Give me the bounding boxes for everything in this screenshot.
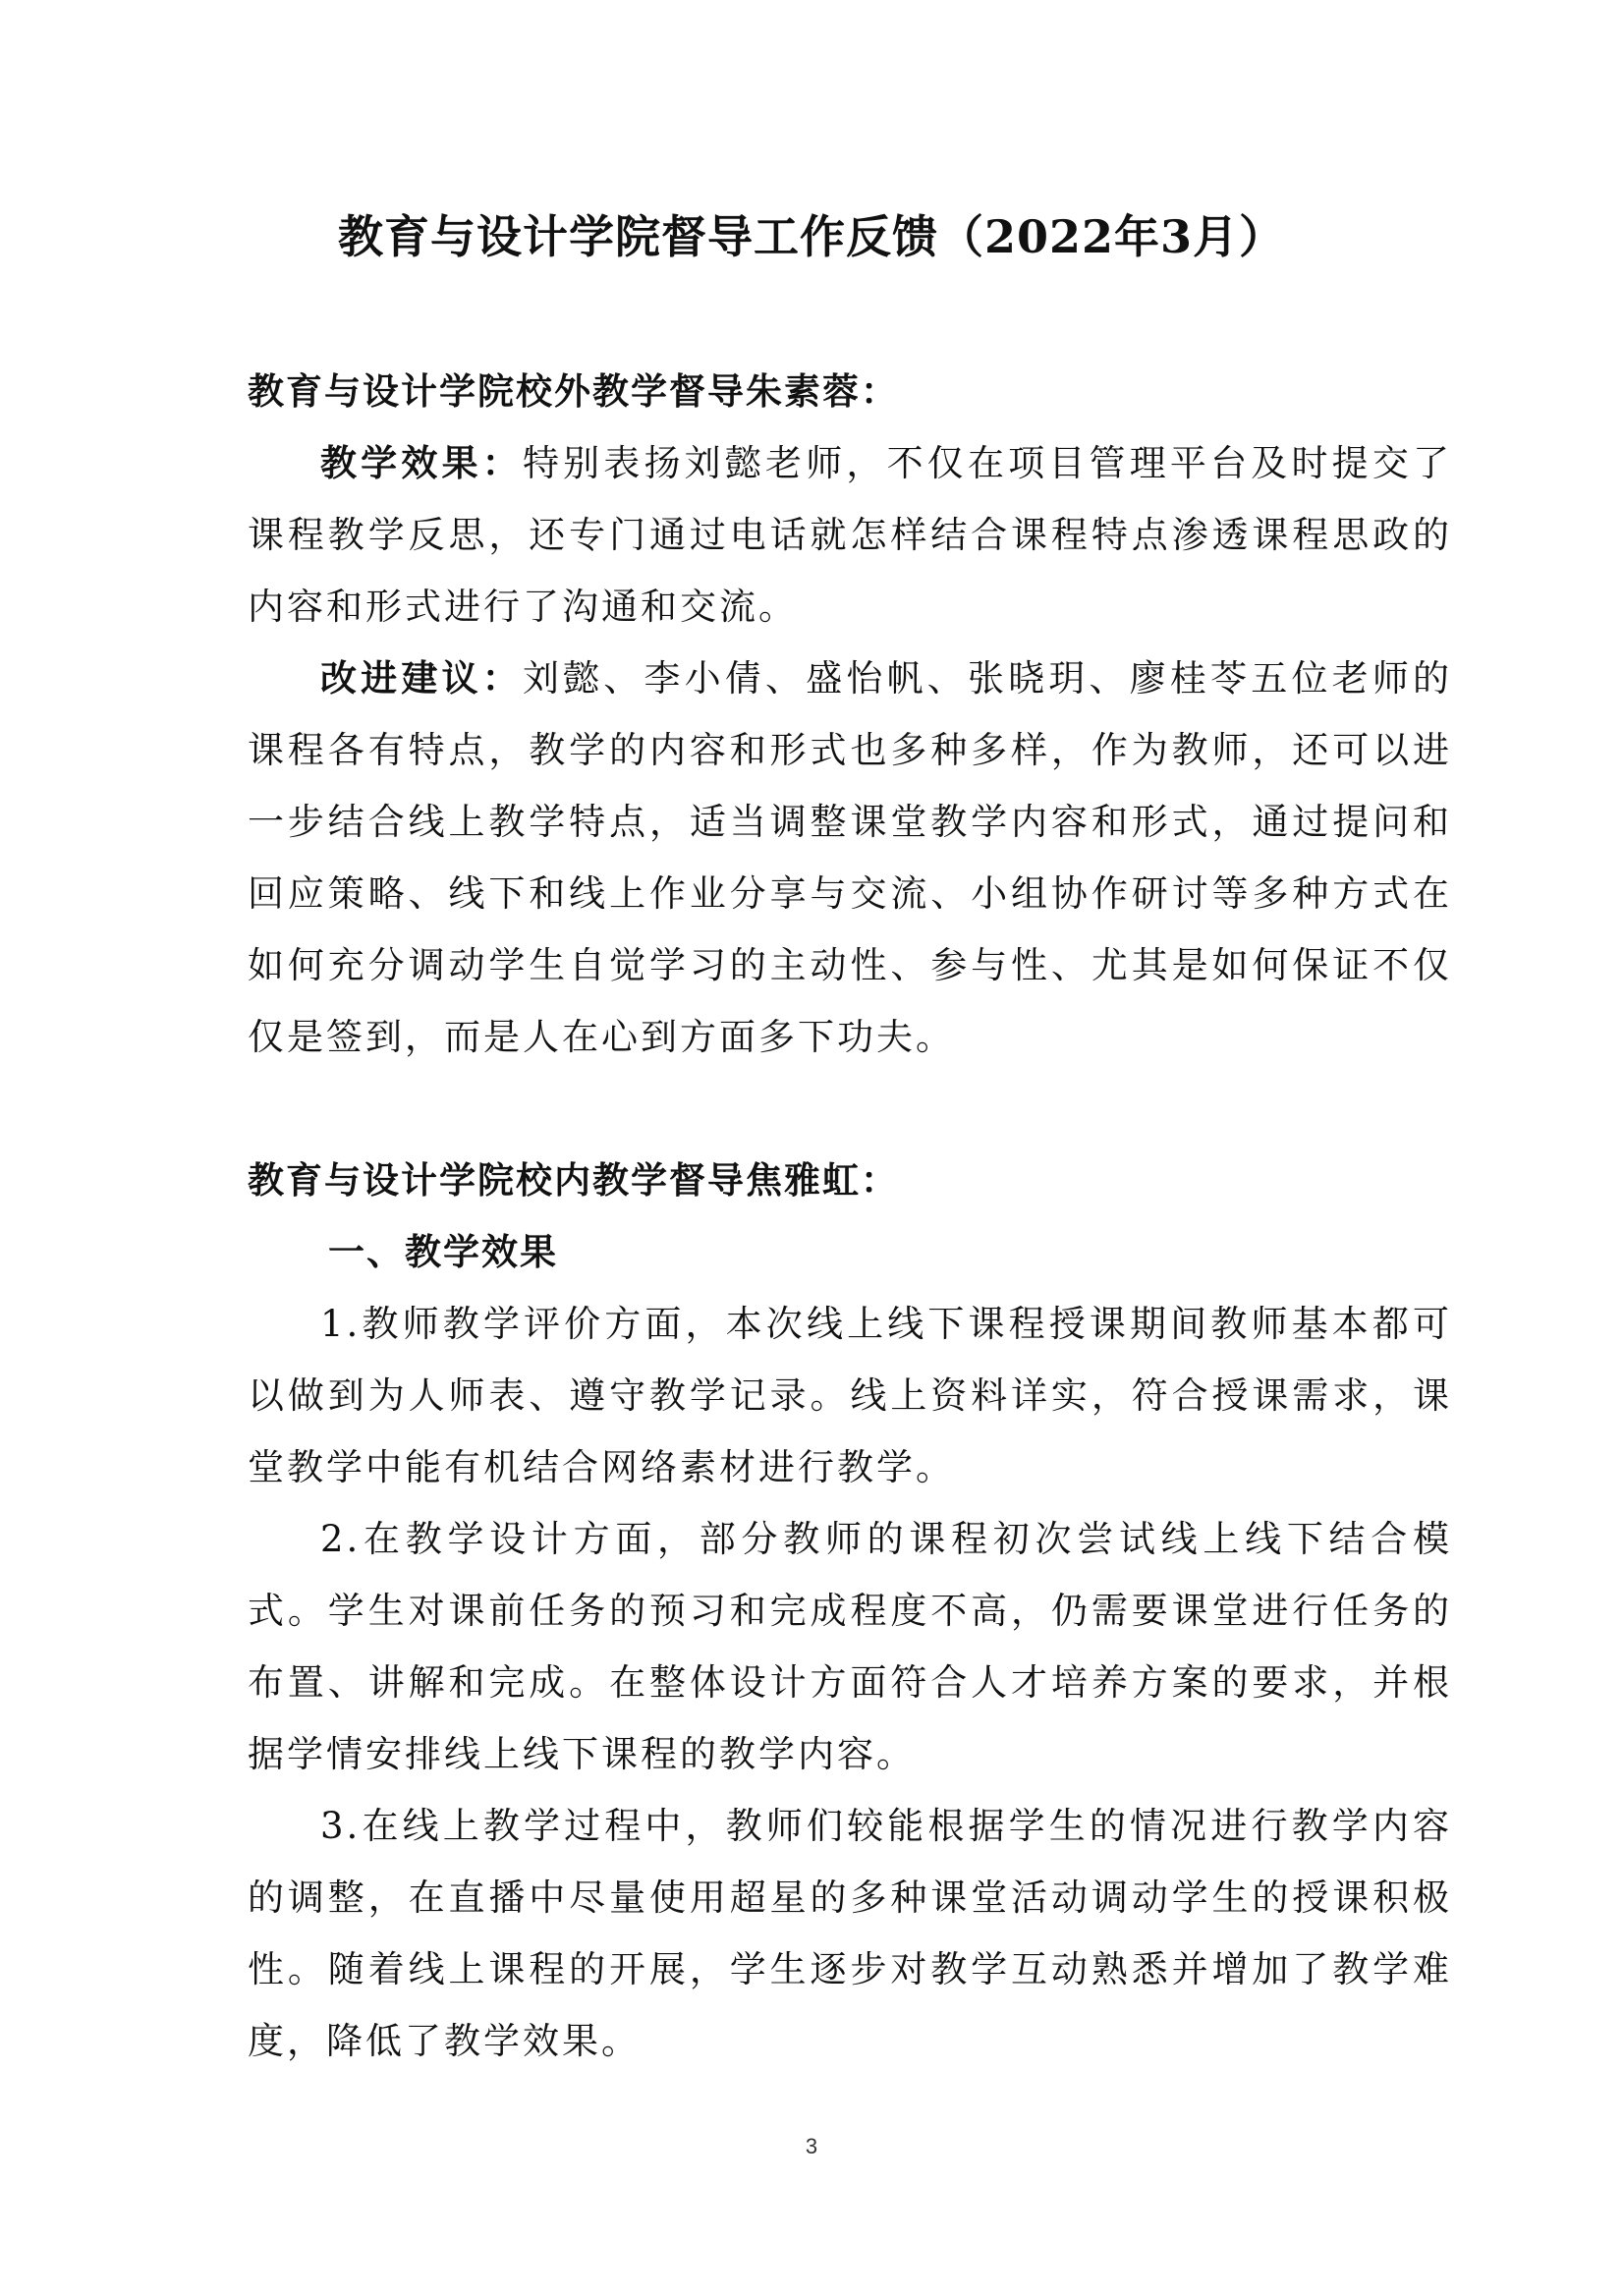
subsection-heading-teaching-effect: 一、教学效果 xyxy=(328,1230,558,1273)
document-body xyxy=(248,356,1452,2077)
section-spacer xyxy=(248,1073,1452,1145)
section-heading-internal-supervisor: 教育与设计学院校内教学督导焦雅虹： xyxy=(248,1158,899,1202)
paragraph-teaching-effect xyxy=(248,427,1452,643)
paragraph-improvement-suggestions xyxy=(248,643,1452,1073)
numbered-paragraph: 3.在线上教学过程中，教师们较能根据学生的情况进行教学内容的调整，在直播中尽量使用超星的多种课堂活动调动学生的授课积极性。随着线上课程的开展，学生逐步对教学互动熟悉并增加了教学难度，降低了教学效果。 xyxy=(248,1805,1452,2062)
paragraph-lead-label: 改进建议： xyxy=(320,656,523,700)
paragraph-text: 特别表扬刘懿老师，不仅在项目管理平台及时提交了课程教学反思，还专门通过电话就怎样结合课程特点渗透课程思政的内容和形式进行了沟通和交流。 xyxy=(248,442,1453,628)
page-number: 3 xyxy=(805,2134,818,2158)
paragraph-text: 刘懿、李小倩、盛怡帆、张晓玥、廖桂苓五位老师的课程各有特点，教学的内容和形式也多种多样，作为教师，还可以进一步结合线上教学特点，适当调整课堂教学内容和形式，通过提问和回应策略、线下和线上作业分享与交流、小组协作研讨等多种方式在如何充分调动学生自觉学习的主动性、参与性、尤其是如何保证不仅仅是签到，而是人在心到方面多下功夫。 xyxy=(248,657,1453,1058)
section-heading-external-supervisor: 教育与设计学院校外教学督导朱素蓉： xyxy=(248,369,899,413)
paragraph-lead-label: 教学效果： xyxy=(320,441,523,484)
numbered-paragraph: 1.教师教学评价方面，本次线上线下课程授课期间教师基本都可以做到为人师表、遵守教学记录。线上资料详实，符合授课需求，课堂教学中能有机结合网络素材进行教学。 xyxy=(248,1303,1452,1488)
numbered-paragraph: 2.在教学设计方面，部分教师的课程初次尝试线上线下结合模式。学生对课前任务的预习和完成程度不高，仍需要课堂进行任务的布置、讲解和完成。在整体设计方面符合人才培养方案的要求，并根据学情安排线上线下课程的教学内容。 xyxy=(248,1518,1452,1775)
document-title: 教育与设计学院督导工作反馈（2022年3月） xyxy=(337,210,1286,263)
